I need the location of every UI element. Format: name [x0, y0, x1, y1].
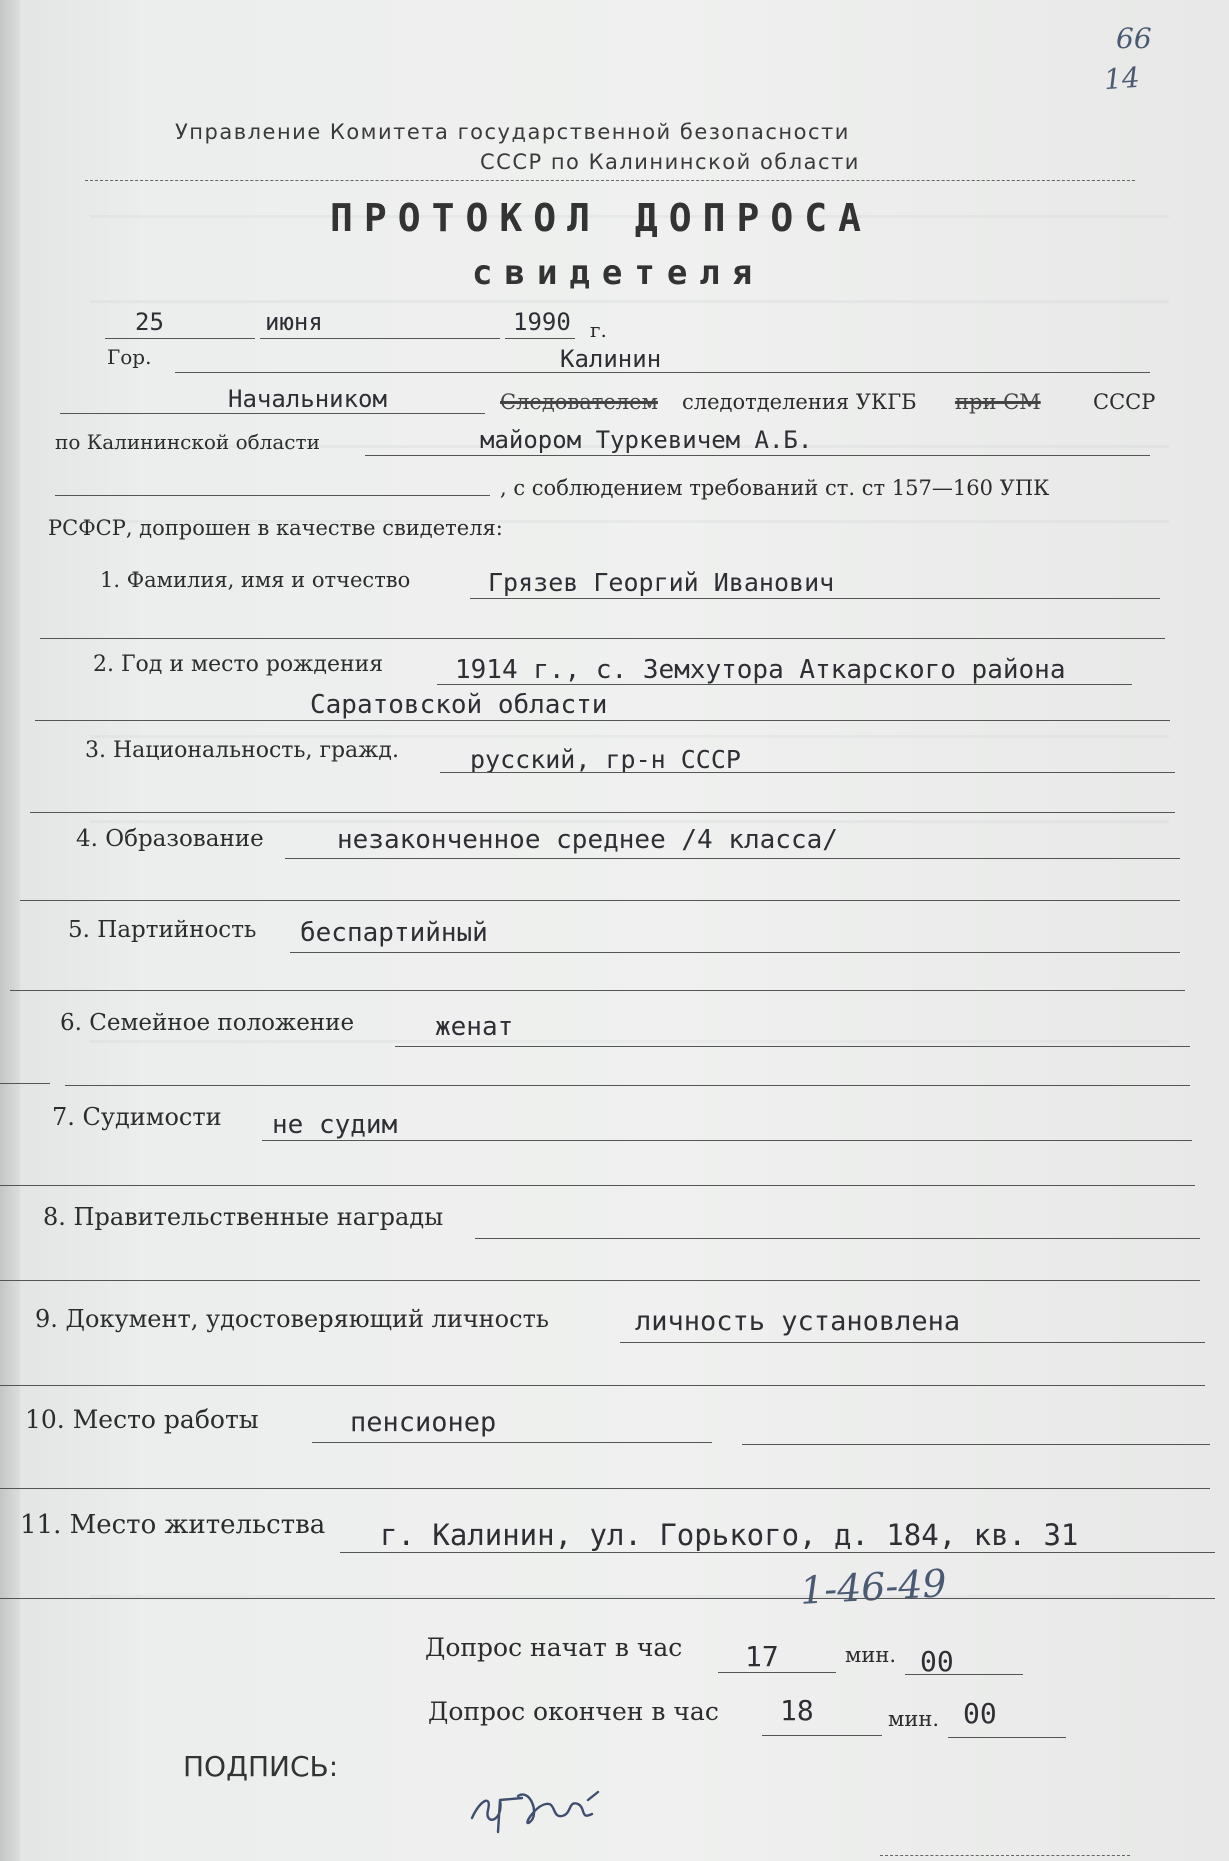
field-3-line-2 [30, 812, 1175, 813]
field-1-line [470, 598, 1160, 599]
field-5-line [290, 952, 1180, 953]
start-min-line [905, 1674, 1023, 1675]
investigator-name-line [365, 455, 1150, 456]
field-2-line-2 [35, 720, 1170, 721]
investigator-dept: следотделения УКГБ [682, 390, 917, 414]
document-subtitle: свидетеля [472, 253, 765, 293]
end-min-label: мин. [888, 1707, 940, 1731]
date-year-line [505, 338, 575, 339]
date-year: 1990 [513, 308, 571, 336]
field-11-line-2 [0, 1598, 1215, 1599]
field-7-line [262, 1140, 1192, 1141]
witness-statement: РСФСР, допрошен в качестве свидетеля: [48, 516, 503, 540]
field-8-line [475, 1238, 1200, 1239]
investigator-role-line [60, 413, 485, 414]
field-8-line-2 [0, 1280, 1200, 1281]
start-min-label: мин. [845, 1643, 897, 1667]
bleed-through-text [90, 820, 1169, 823]
blank-line [55, 495, 490, 496]
field-7-value: не судим [272, 1110, 398, 1140]
field-2-value-2: Саратовской области [310, 690, 608, 720]
document-title: ПРОТОКОЛ ДОПРОСА [330, 196, 873, 240]
field-6-value: женат [435, 1012, 514, 1042]
field-9-label: 9. Документ, удостоверяющий личность [35, 1305, 549, 1333]
date-day: 25 [135, 308, 164, 336]
page-edge [0, 0, 20, 1861]
field-6-line-2 [65, 1085, 1190, 1086]
date-suffix: г. [590, 318, 607, 342]
field-4-line [285, 858, 1180, 859]
field-5-line-2 [10, 990, 1185, 991]
investigator-region: по Калининской области [55, 430, 320, 454]
field-3-label: 3. Национальность, гражд. [85, 738, 399, 763]
field-6-label: 6. Семейное положение [60, 1010, 355, 1036]
field-10-value: пенсионер [350, 1407, 497, 1438]
city-value: Калинин [560, 345, 662, 373]
start-hour-line [718, 1672, 836, 1673]
field-4-value: незаконченное среднее /4 класса/ [337, 825, 838, 855]
field-9-line [620, 1342, 1205, 1343]
end-min: 00 [963, 1697, 997, 1730]
archive-number: 66 [1116, 22, 1152, 55]
field-5-value: беспартийный [300, 918, 488, 948]
date-month-line [260, 338, 500, 339]
field-9-line-2 [0, 1385, 1205, 1386]
end-label: Допрос окончен в час [428, 1697, 719, 1726]
investigator-country: СССР [1093, 390, 1156, 414]
field-11-line [340, 1552, 1215, 1553]
field-11-label: 11. Место жительства [20, 1510, 326, 1540]
end-hour-line [762, 1735, 882, 1736]
struck-word-2: при СМ [955, 390, 1041, 414]
signature-scribble [460, 1770, 640, 1840]
field-6-line [395, 1046, 1190, 1047]
compliance-text: , с соблюдением требований ст. ст 157—160 УПК [500, 476, 1050, 500]
start-min: 00 [920, 1645, 954, 1678]
end-hour: 18 [780, 1694, 814, 1727]
field-3-value: русский, гр-н СССР [470, 745, 741, 774]
start-label: Допрос начат в час [425, 1633, 683, 1662]
field-8-label: 8. Правительственные награды [43, 1203, 444, 1231]
field-10-label: 10. Место работы [25, 1405, 259, 1434]
field-1-line-2 [40, 638, 1165, 639]
field-7-line-2 [0, 1185, 1195, 1186]
investigator-role: Начальником [228, 385, 387, 413]
bleed-through-text [90, 1040, 1169, 1043]
city-line [175, 372, 1150, 373]
date-day-line [105, 338, 255, 339]
field-10-line-2 [0, 1488, 1210, 1489]
archive-sheet-number: 14 [1102, 60, 1141, 97]
field-4-line-2 [20, 900, 1180, 901]
field-11-value: г. Калинин, ул. Горького, д. 184, кв. 31 [380, 1518, 1079, 1552]
field-1-value: Грязев Георгий Иванович [488, 568, 835, 597]
field-10-line-b [742, 1444, 1210, 1445]
bleed-through-text [90, 300, 1169, 303]
start-hour: 17 [745, 1640, 779, 1673]
field-5-label: 5. Партийность [68, 917, 257, 943]
bottom-rule [880, 1855, 1130, 1856]
city-label: Гор. [107, 345, 152, 369]
date-month: июня [265, 308, 323, 336]
signature-label: ПОДПИСЬ: [183, 1750, 339, 1783]
agency-line-2: СССР по Калининской области [480, 150, 860, 174]
agency-line-1: Управление Комитета государственной безопасности [175, 120, 850, 144]
end-min-line [948, 1737, 1066, 1738]
field-1-label: 1. Фамилия, имя и отчество [100, 568, 411, 592]
field-2-label: 2. Год и место рождения [93, 652, 384, 677]
field-2-line [437, 684, 1132, 685]
field-6-line-2a [0, 1083, 50, 1084]
field-7-label: 7. Судимости [52, 1103, 222, 1131]
phone-number: 1-46-49 [798, 1561, 948, 1613]
field-3-line [440, 772, 1175, 773]
header-rule [85, 180, 1135, 181]
struck-word: Следователем [500, 390, 658, 414]
field-2-value: 1914 г., с. Земхутора Аткарского района [455, 655, 1066, 685]
investigator-name: майором Туркевичем А.Б. [480, 426, 813, 454]
field-10-line [312, 1442, 712, 1443]
field-4-label: 4. Образование [76, 826, 264, 852]
field-9-value: личность установлена [635, 1306, 961, 1337]
